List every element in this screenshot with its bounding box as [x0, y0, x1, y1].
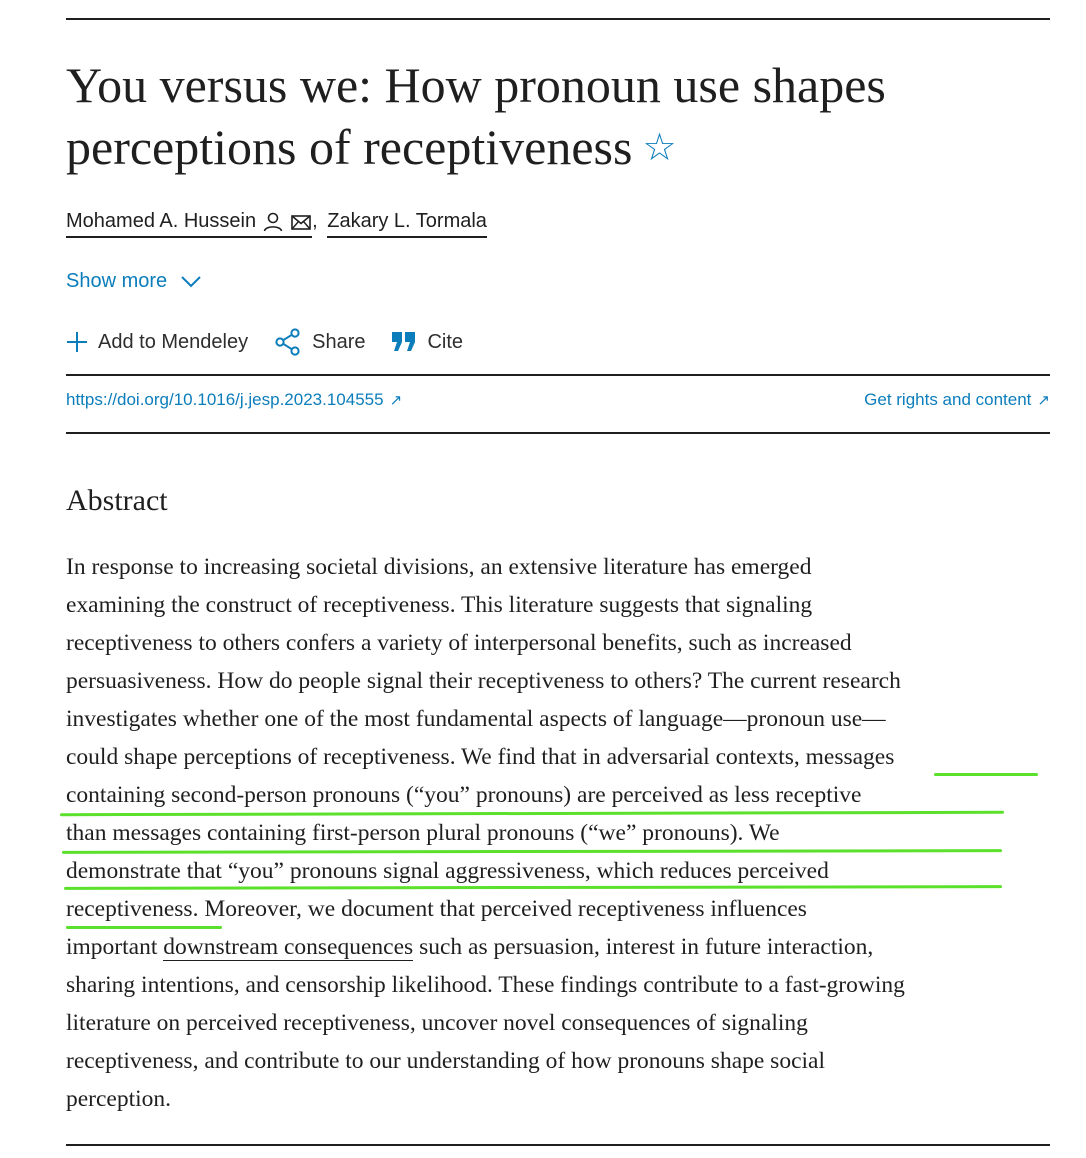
cite-button[interactable] [391, 331, 463, 354]
add-to-mendeley-button[interactable] [66, 331, 248, 354]
doi-bottom-divider [66, 432, 1050, 434]
article-title [66, 54, 1050, 179]
star-icon[interactable]: ☆ [642, 127, 677, 169]
author-link-tormala[interactable] [327, 210, 487, 238]
doi-text: https://doi.org/10.1016/j.jesp.2023.104555 [66, 390, 384, 409]
doi-row [66, 390, 1050, 410]
bottom-divider [66, 1144, 1050, 1146]
show-more-button[interactable] [66, 270, 201, 293]
author-name: Mohamed A. Hussein [66, 210, 257, 232]
abstract-heading: Abstract [66, 484, 168, 517]
rights-text: Get rights and content [864, 390, 1032, 409]
abstract-line: examining the construct of receptiveness. This literature suggests that signaling [66, 592, 813, 618]
share-button[interactable] [274, 328, 365, 356]
author-link-hussein[interactable] [66, 210, 312, 238]
highlight-underline [934, 773, 1038, 776]
abstract-line: containing second-person pronouns (“you” pronouns) are perceived as less receptive [66, 782, 862, 808]
abstract-line: receptiveness. Moreover, we document that perceived receptiveness influences [66, 896, 807, 922]
top-divider [66, 18, 1050, 20]
abstract-line: receptiveness, and contribute to our understanding of how pronouns shape social [66, 1048, 825, 1074]
abstract-line: sharing intentions, and censorship likelihood. These findings contribute to a fast-growing [66, 972, 905, 998]
external-link-icon: ↗ [1037, 392, 1050, 409]
author-name: Zakary L. Tormala [327, 210, 487, 232]
abstract-line [66, 928, 1056, 966]
article-title-text: You versus we: How pronoun use shapes perceptions of receptiveness [66, 57, 886, 175]
chevron-down-icon [181, 276, 201, 288]
article-actions [66, 328, 489, 356]
share-label: Share [312, 330, 366, 353]
author-list [66, 210, 487, 238]
person-icon [262, 211, 284, 233]
abstract-line: investigates whether one of the most fundamental aspects of language—pronoun use— [66, 706, 886, 732]
rights-link[interactable] [864, 390, 1050, 410]
external-link-icon: ↗ [389, 392, 403, 409]
abstract-text: such as persuasion, interest in future interaction, [413, 934, 874, 960]
abstract-line: In response to increasing societal divisions, an extensive literature has emerged [66, 554, 812, 580]
abstract-body [66, 548, 1056, 1118]
doi-link[interactable] [66, 390, 402, 410]
mendeley-label: Add to Mendeley [98, 330, 249, 353]
plus-icon [66, 331, 88, 353]
quote-icon [391, 331, 417, 353]
cite-label: Cite [427, 330, 464, 353]
abstract-line: could shape perceptions of receptiveness. We find that in adversarial contexts, messages [66, 744, 895, 770]
doi-top-divider [66, 374, 1050, 376]
abstract-line: demonstrate that “you” pronouns signal aggressiveness, which reduces perceived [66, 858, 829, 884]
envelope-icon [290, 211, 312, 233]
abstract-line: receptiveness to others confers a variety of interpersonal benefits, such as increased [66, 630, 852, 656]
highlight-underline [66, 926, 222, 929]
abstract-line: persuasiveness. How do people signal their receptiveness to others? The current research [66, 668, 901, 694]
abstract-line: than messages containing first-person plural pronouns (“we” pronouns). We [66, 820, 780, 846]
author-separator: , [312, 210, 318, 232]
abstract-line: literature on perceived receptiveness, uncover novel consequences of signaling [66, 1010, 808, 1036]
abstract-line: perception. [66, 1086, 172, 1112]
share-icon [274, 328, 302, 356]
downstream-consequences-link[interactable]: downstream consequences [163, 934, 414, 960]
abstract-text: important [66, 934, 164, 960]
show-more-label: Show more [66, 270, 168, 292]
